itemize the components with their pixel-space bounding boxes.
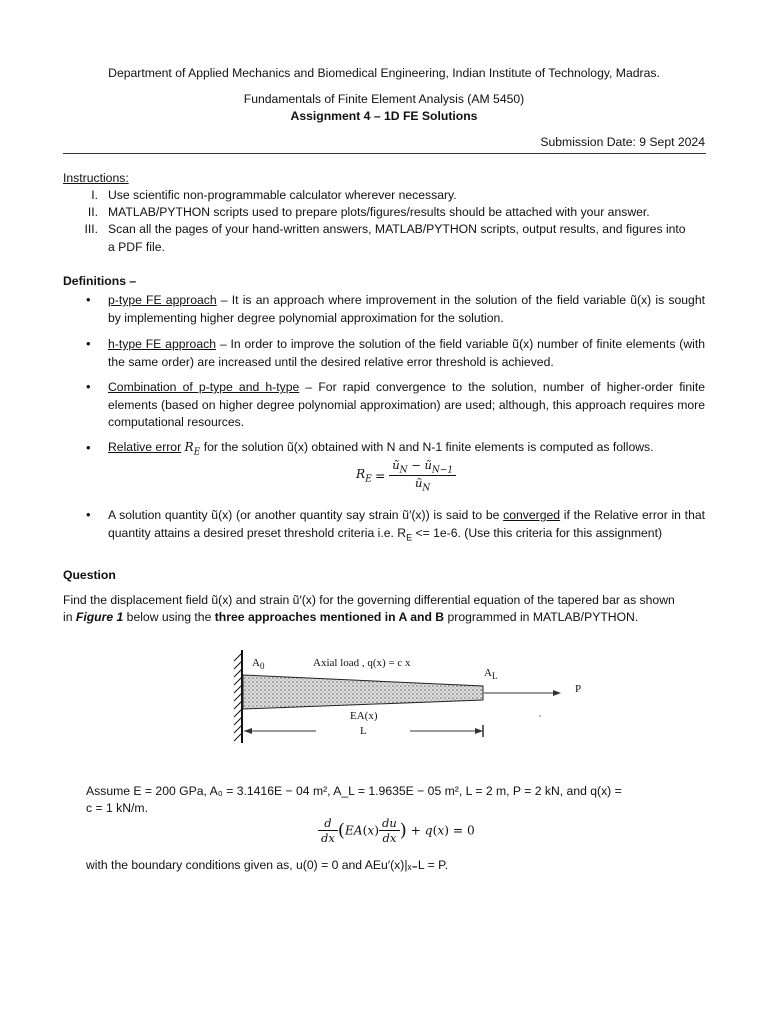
bullet-icon: • [86,507,91,522]
submission-date: Submission Date: 9 Sept 2024 [540,135,705,149]
course-title: Fundamentals of Finite Element Analysis (AM 5450) [243,92,525,106]
instruction-num: I. [91,188,98,202]
wall-hatch [234,653,242,741]
dim-arrow [244,728,252,734]
def-relative-error: Relative error $R_E$ for the solution ũ(x) obtained with N and N-1 finite elements is computed as follows. [108,440,654,458]
term: Relative error [108,440,182,454]
assume-line1: Assume E = 200 GPa, A₀ = 3.1416E − 04 m², A_L = 1.9635E − 05 m², L = 2 m, P = 2 kN, and q(x) = [86,784,622,798]
label-l: L [360,725,367,737]
def-h-type [108,336,705,371]
q-text: in [63,610,76,624]
label-a0: $A_0$ [252,657,265,672]
label-axial-load: Axial load , q(x) = c x [313,657,411,669]
arrow-head [553,690,561,696]
def-text: – For rapid convergence to the solution, number of higher-order finite elements (based on higher degree polynomial approximation) are used; although, this approach requires more computational resources. [108,380,705,429]
question-title: Question [63,568,116,582]
instruction-text-cont: a PDF file. [108,240,165,254]
q-text: programmed in MATLAB/PYTHON. [444,610,639,624]
figure-ref: Figure 1 [75,610,124,624]
def-text: – It is an approach where improvement in the solution of the field variable ũ(x) is sought by implementing higher degree polynomial approximation for the solution. [108,293,705,325]
governing-equation: $\frac{d}{dx}$ (EA(x) $\frac{du}{dx}$ ) + q(x) = 0 [318,816,475,845]
instruction-num: III. [84,222,98,236]
tapered-bar [243,675,483,709]
term: p-type FE approach [108,293,217,307]
assignment-title: Assignment 4 – 1D FE Solutions [290,109,478,123]
instruction-text: MATLAB/PYTHON scripts used to prepare plots/figures/results should be attached with your answer. [108,205,650,219]
dim-arrow [475,728,483,734]
instruction-text: Use scientific non-programmable calculator wherever necessary. [108,188,457,202]
instructions-title: Instructions: [63,171,129,185]
relative-error-formula: $R_E$ = $\frac{ũ_N - ũ_{N-1}}{ũ_N}$ [356,458,456,494]
term: converged [503,508,561,522]
instruction-num: II. [87,205,98,219]
def-text: A solution quantity ũ(x) (or another quantity say strain ũ′(x)) is said to be [108,508,500,522]
def-text: – In order to improve the solution of the field variable ũ(x) number of finite elements (with the same order) are increased until the desired relative error threshold is achieved. [108,337,706,369]
term: h-type FE approach [108,337,216,351]
question-line2 [63,610,638,624]
tapered-bar-figure [228,645,608,750]
bullet-icon: • [86,292,91,307]
department-line: Department of Applied Mechanics and Biomedical Engineering, Indian Institute of Technology, Madras. [108,66,660,80]
bullet-icon: • [86,379,91,394]
def-p-type [108,292,705,327]
def-text: for the solution ũ(x) obtained with N and N-1 finite elements is computed as follows. [203,440,654,454]
q-text: below using the [123,610,215,624]
definitions-title: Definitions – [63,274,137,288]
term: Combination of p-type and h-type [108,380,300,394]
header-rule [63,153,706,154]
def-text: if the Relative error in that quantity attains a desired preset threshold criteria i.e. R [108,508,706,540]
label-ea: EA(x) [350,710,378,722]
def-text: <= 1e-6. (Use this criteria for this assignment) [412,525,663,540]
question-line1: Find the displacement field ũ(x) and strain ũ′(x) for the governing differential equation of the tapered bar as shown [63,593,675,607]
label-al: $A_L$ [484,667,498,682]
assume-line2: c = 1 kN/m. [86,801,148,815]
speck [539,715,541,717]
instruction-text: Scan all the pages of your hand-written answers, MATLAB/PYTHON scripts, output results, and figures into [108,222,686,236]
boundary-conditions: with the boundary conditions given as, u(0) = 0 and AEu′(x)|ₓ₌L = P. [86,858,449,872]
def-convergence: A solution quantity ũ(x) (or another quantity say strain ũ′(x)) is said to be converged if the Relative error in that quantity attains a desired preset threshold criteria i.e. $R_E <= 1e-6$. (Use this criteria for this assignment) [108,508,706,542]
label-p: P [575,683,582,695]
q-bold: three approaches mentioned in A and B [214,610,445,624]
bullet-icon: • [86,336,91,351]
def-combination [108,379,705,432]
bullet-icon: • [86,440,91,455]
